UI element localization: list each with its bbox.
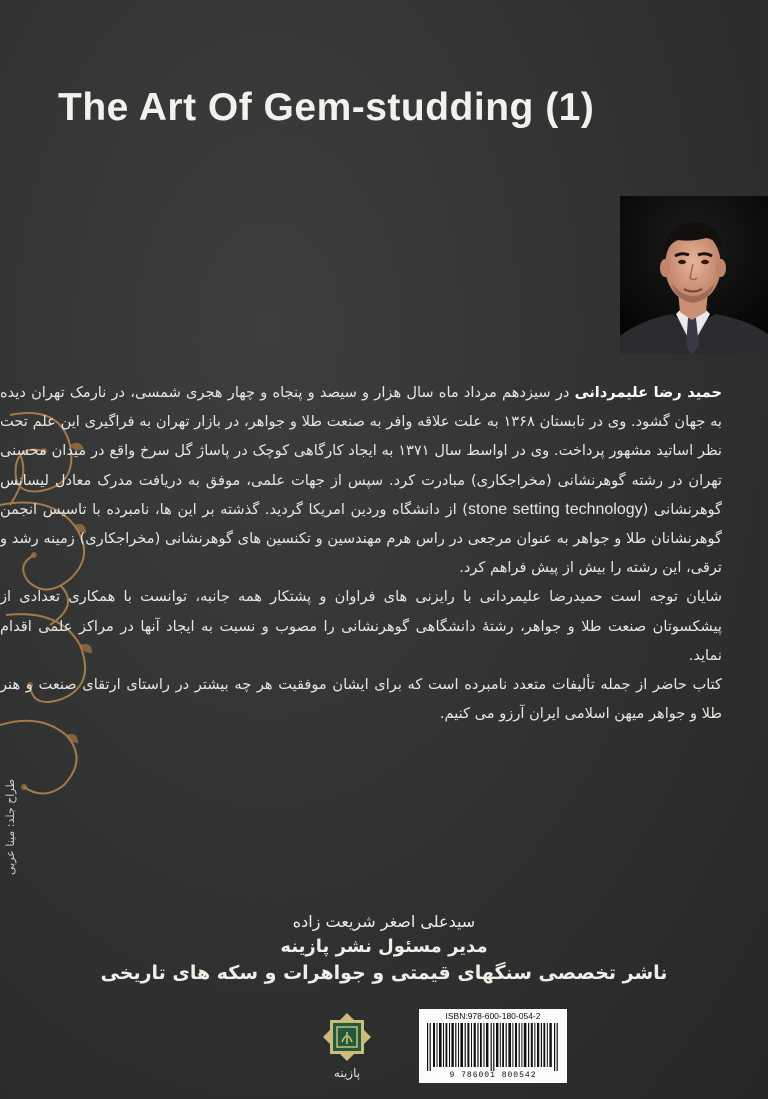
signature-name: سیدعلی اصغر شریعت زاده [292, 912, 476, 931]
signature-role: مدیر مسئول نشر پازینه [280, 936, 488, 957]
cover-designer-credit: طراح جلد: مینا عربی [4, 778, 17, 876]
author-biography [0, 378, 722, 728]
cover-title: The Art Of Gem-studding (1) [58, 86, 595, 129]
isbn-barcode [419, 1009, 567, 1083]
author-name: حمید رضا علیمردانی [574, 384, 722, 401]
barcode-digits: 9 786001 800542 [449, 1071, 537, 1080]
bio-paragraph-1 [0, 378, 722, 582]
publisher-logo-icon [322, 1012, 372, 1062]
bio-line1-text: در سیزدهم مرداد ماه سال هزار و سیصد و پنجاه و چهار هجری [186, 384, 575, 401]
bio-paragraph-2: شایان توجه است حمیدرضا علیمردانی با رایزنی های فراوان و پشتکار همه جانبه، توانست با همکاری تعدادی از پیشکسوتان صنعت طلا و جواهر، رشتهٔ دانشگاهی گوهرنشانی را مصوب و نسبت به ایجاد آنها در مراکز علمی اقدام نماید. [0, 588, 722, 664]
bio-body-part-b: ) از دانشگاه وردین امریکا گردید. گذشته بر این ها، نامبرده با تاسیس انجمن گوهرنشانان طلا و جواهر به عنوان مرجعی در راس هرم مهندسین و تکنسین های گوهرنشانی (مخراجکاری) زمینه رشد و ترقی، این رشته را بیش از پیش فراهم کرد. [0, 500, 722, 577]
bio-body-part-a: شمسی، در نارمک تهران دیده به جهان گشود. وی در تابستان ۱۳۶۸ به علت علاقه وافر به صنعت طلا و جواهر، در بازار تهران به فراگیری این علم تحت نظر اساتید مشهور پرداخت. وی در اواسط سال ۱۳۷۱ به ایجاد کارگاهی کوچک در پاساژ گل سرخ واقع در میدان محسنی تهران در رشته گوهرنشانی (مخراجکاری) مبادرت کرد. سپس از جهات علمی، موفق به دریافت مدرک معادل لیسانس گوهرنشانی ( [0, 384, 722, 518]
barcode-bars [425, 1023, 561, 1071]
author-photo [620, 196, 768, 354]
bio-paragraph-3: کتاب حاضر از جمله تألیفات متعدد نامبرده است که برای ایشان موفقیت هر چه بیشتر در راستای ارتقای صنعت و هنر طلا و جواهر میهن اسلامی ایران آرزو می کنیم. [0, 676, 722, 723]
publisher-description: ناشر تخصصی سنگهای قیمتی و جواهرات و سکه های تاریخی [100, 962, 668, 984]
bio-latin-term: stone setting technology [468, 500, 643, 518]
isbn-number: ISBN:978-600-180-054-2 [445, 1011, 541, 1021]
publisher-logo-text: پازینه [333, 1066, 361, 1080]
